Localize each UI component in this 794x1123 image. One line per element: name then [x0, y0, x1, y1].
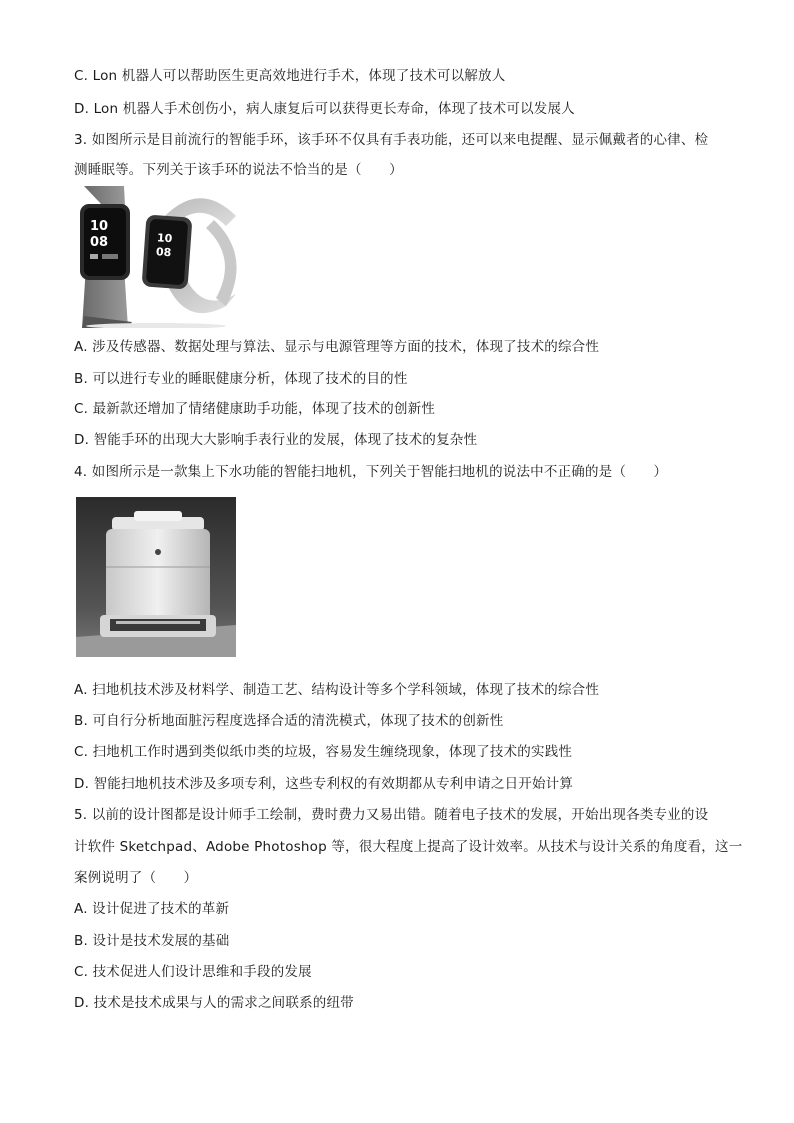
q3-option-c: C. 最新款还增加了情绪健康助手功能，体现了技术的创新性: [74, 401, 436, 417]
q5-stem-line-1: 5. 以前的设计图都是设计师手工绘制，费时费力又易出错。随着电子技术的发展，开始出现各类专业的设: [74, 807, 709, 823]
q3-option-d: D. 智能手环的出现大大影响手表行业的发展，体现了技术的复杂性: [74, 432, 478, 448]
q5-stem-line-2: 计软件 Sketchpad、Adobe Photoshop 等，很大程度上提高了设计效率。从技术与设计关系的角度看，这一: [74, 839, 743, 855]
q4-option-d: D. 智能扫地机技术涉及多项专利，这些专利权的有效期都从专利申请之日开始计算: [74, 776, 574, 792]
smart-band-image: [76, 186, 252, 328]
q3-option-a: A. 涉及传感器、数据处理与算法、显示与电源管理等方面的技术，体现了技术的综合性: [74, 339, 600, 355]
q5-stem-line-3: 案例说明了（ ）: [74, 870, 198, 886]
q4-option-c: C. 扫地机工作时遇到类似纸巾类的垃圾，容易发生缠绕现象，体现了技术的实践性: [74, 744, 573, 760]
watch-minute-text: 08: [90, 235, 109, 250]
watch2-hour-text: 10: [156, 231, 173, 246]
q4-option-a: A. 扫地机技术涉及材料学、制造工艺、结构设计等多个学科领域，体现了技术的综合性: [74, 682, 600, 698]
robot-vacuum-image: [76, 497, 236, 663]
q5-option-d: D. 技术是技术成果与人的需求之间联系的纽带: [74, 995, 354, 1011]
q3-option-b: B. 可以进行专业的睡眠健康分析，体现了技术的目的性: [74, 371, 408, 387]
watch-hour-text: 10: [90, 219, 109, 234]
q2-option-d: D. Lon 机器人手术创伤小，病人康复后可以获得更长寿命，体现了技术可以发展人: [74, 101, 575, 117]
watch2-minute-text: 08: [155, 245, 172, 260]
q3-stem-line-2: 测睡眠等。下列关于该手环的说法不恰当的是（ ）: [74, 162, 403, 178]
robot-vacuum-illustration: [76, 497, 236, 663]
q5-option-a: A. 设计促进了技术的革新: [74, 901, 230, 917]
q4-option-b: B. 可自行分析地面脏污程度选择合适的清洗模式，体现了技术的创新性: [74, 713, 504, 729]
smart-band-illustration: [76, 186, 252, 328]
q5-option-c: C. 技术促进人们设计思维和手段的发展: [74, 964, 312, 980]
q2-option-c: C. Lon 机器人可以帮助医生更高效地进行手术，体现了技术可以解放人: [74, 68, 506, 84]
q3-stem-line-1: 3. 如图所示是目前流行的智能手环，该手环不仅具有手表功能，还可以来电提醒、显示佩戴者的心律、检: [74, 132, 709, 148]
q4-stem: 4. 如图所示是一款集上下水功能的智能扫地机，下列关于智能扫地机的说法中不正确的是（ ）: [74, 464, 668, 480]
q5-option-b: B. 设计是技术发展的基础: [74, 933, 230, 949]
